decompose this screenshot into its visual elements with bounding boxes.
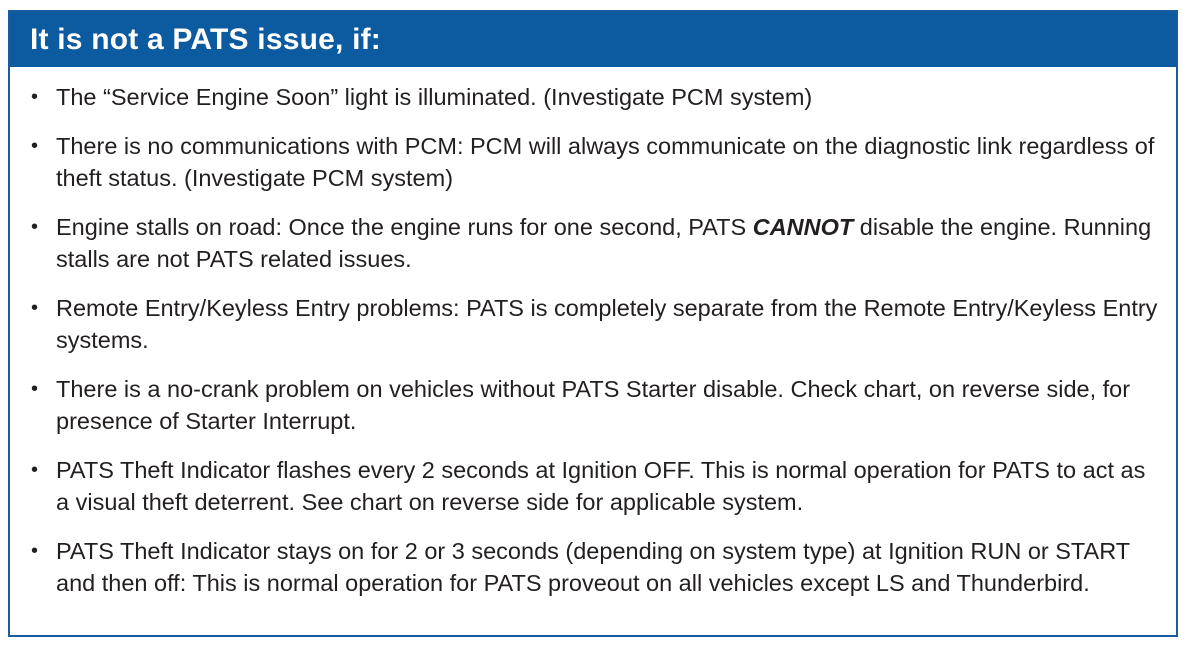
- bullet-icon: •: [31, 86, 39, 108]
- condition-list: [10, 67, 1176, 599]
- list-item: [10, 292, 1176, 356]
- bullet-icon: •: [31, 378, 39, 400]
- list-item-text: PATS Theft Indicator stays on for 2 or 3 seconds (depending on system type) at Ignition RUN or START and then off: This is normal operation for PATS proveout on all vehicles except LS and Thunderbird.: [56, 538, 1130, 596]
- list-item-text-after: disable the engine. Running stalls are not PATS related issues.: [56, 214, 1152, 272]
- list-item: [10, 211, 1176, 275]
- bullet-icon: •: [31, 216, 39, 238]
- bullet-icon: •: [31, 297, 39, 319]
- list-item-text: The “Service Engine Soon” light is illuminated. (Investigate PCM system): [56, 84, 813, 110]
- list-item-text: Remote Entry/Keyless Entry problems: PATS is completely separate from the Remote Entry/Keyless Entry systems.: [56, 295, 1158, 353]
- bullet-icon: •: [31, 459, 39, 481]
- bullet-icon: •: [31, 135, 39, 157]
- panel-header: [10, 12, 1176, 67]
- list-item: [10, 373, 1176, 437]
- list-item-text: PATS Theft Indicator flashes every 2 seconds at Ignition OFF. This is normal operation for PATS to act as a visual theft deterrent. See chart on reverse side for applicable system.: [56, 457, 1146, 515]
- bullet-icon: •: [31, 540, 39, 562]
- emphasis-text: CANNOT: [752, 214, 854, 240]
- list-item: [10, 535, 1176, 599]
- list-item: [10, 81, 1176, 113]
- list-item-text: There is a no-crank problem on vehicles without PATS Starter disable. Check chart, on reverse side, for presence of Starter Interrupt.: [56, 376, 1131, 434]
- list-item-text-before: Engine stalls on road: Once the engine runs for one second, PATS: [56, 214, 753, 240]
- list-item: [10, 454, 1176, 518]
- panel-title: It is not a PATS issue, if:: [30, 22, 382, 56]
- pats-info-panel: [8, 10, 1178, 637]
- list-item-text: There is no communications with PCM: PCM will always communicate on the diagnostic link regardless of theft status. (Investigate PCM system): [56, 133, 1155, 191]
- list-item: [10, 130, 1176, 194]
